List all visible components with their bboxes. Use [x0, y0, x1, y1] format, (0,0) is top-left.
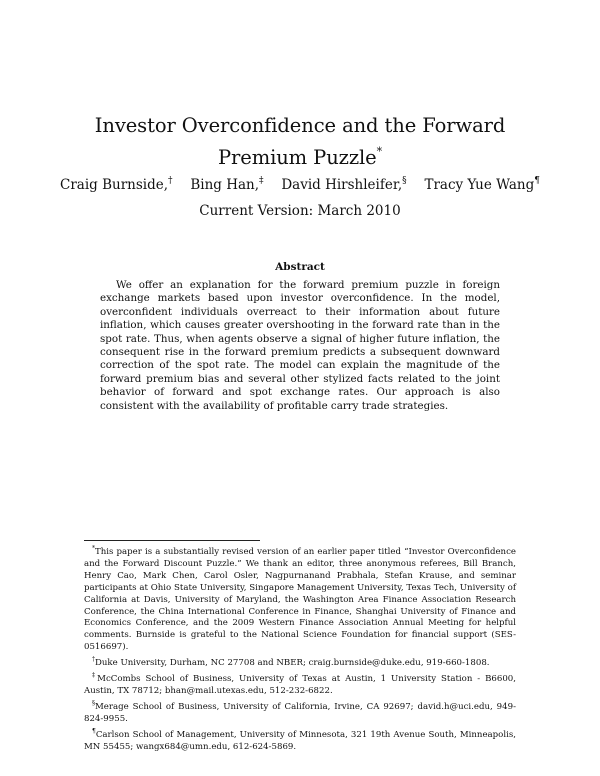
footnote-hirshleifer: [84, 698, 516, 726]
author-name: Tracy Yue Wang: [424, 177, 535, 193]
title-text: Investor Overconfidence and the Forward Premium Puzzle: [94, 114, 506, 169]
abstract-heading: Abstract: [275, 261, 325, 273]
author-name: David Hirshleifer,: [281, 177, 403, 193]
footnote-text: Merage School of Business, University of California, Irvine, CA 92697; david.h@uci.edu, 949-824-9955.: [84, 701, 516, 724]
footnote-text: Carlson School of Management, University of Minnesota, 321 19th Avenue South, Minneapolis, MN 55455; wangx684@umn.edu, 612-624-5869.: [84, 729, 516, 752]
author-hirshleifer: [281, 176, 406, 193]
author-footnote-mark: †: [168, 176, 173, 186]
author-footnote-mark: §: [402, 176, 407, 186]
author-wang: [424, 176, 540, 193]
author-han: [190, 176, 263, 193]
author-name: Craig Burnside,: [60, 177, 169, 193]
footnote-text: McCombs School of Business, University of Texas at Austin, 1 University Station - B6600, Austin, TX 78712; bhan@mail.utexas.edu, 512-232-6822.: [84, 674, 516, 696]
author-footnote-mark: ¶: [534, 176, 540, 186]
author-burnside: [60, 176, 173, 193]
abstract-body: We offer an explanation for the forward premium puzzle in foreign exchange markets based upon investor overconfidence. In the model, overconfident individuals overreact to their information about future inflation, which causes greater overshooting in the forward rate than in the spot rate. Thus, when agents observe a signal of higher future inflation, the consequent rise in the forward premium predicts a subsequent downward correction of the spot rate. The model can explain the magnitude of the forward premium bias and several other stylized facts related to the joint behavior of forward and spot exchange rates. Our approach is also consistent with the availability of profitable carry trade strategies.: [100, 279, 500, 412]
footnotes: [84, 543, 516, 754]
paper-title: [60, 113, 540, 171]
footnote-divider: [84, 540, 260, 541]
title-footnote-mark: *: [376, 145, 382, 158]
footnote-burnside: [84, 654, 516, 670]
footnote-mark: ‡: [92, 672, 98, 680]
footnote-text: Duke University, Durham, NC 27708 and NBER; craig.burnside@duke.edu, 919-660-1808.: [95, 658, 490, 669]
author-name: Bing Han,: [190, 177, 260, 193]
footnote-mark: †: [92, 656, 95, 664]
author-list: [60, 176, 540, 193]
footnote-han: [84, 670, 516, 698]
footnote-mark: §: [92, 699, 95, 707]
footnote-mark: *: [92, 545, 95, 552]
author-footnote-mark: ‡: [259, 176, 264, 186]
footnote-wang: [84, 726, 516, 754]
footnote-text: This paper is a substantially revised version of an earlier paper titled “Investor Overconfidence and the Forward Discount Puzzle.” We thank an editor, three anonymous referees, Bill Branch, Henry Cao, Mark Chen, Carol Osler, Nagpurnanand Prabhala, Stefan Krause, and seminar participants at Ohio State University, Singapore Management University, Texas Tech, University of California at Davis, University of Maryland, the Washington Area Finance Association Research Conference, the China International Conference in Finance, Shanghai University of Finance and Economics Conference, and the 2009 Western Finance Association Annual Meeting for helpful comments. Burnside is grateful to the National Science Foundation for financial support (SES-0516697).: [84, 547, 516, 653]
footnote-mark: ¶: [92, 727, 96, 735]
version-date: Current Version: March 2010: [199, 203, 401, 219]
footnote-acknowledgement: [84, 543, 516, 654]
